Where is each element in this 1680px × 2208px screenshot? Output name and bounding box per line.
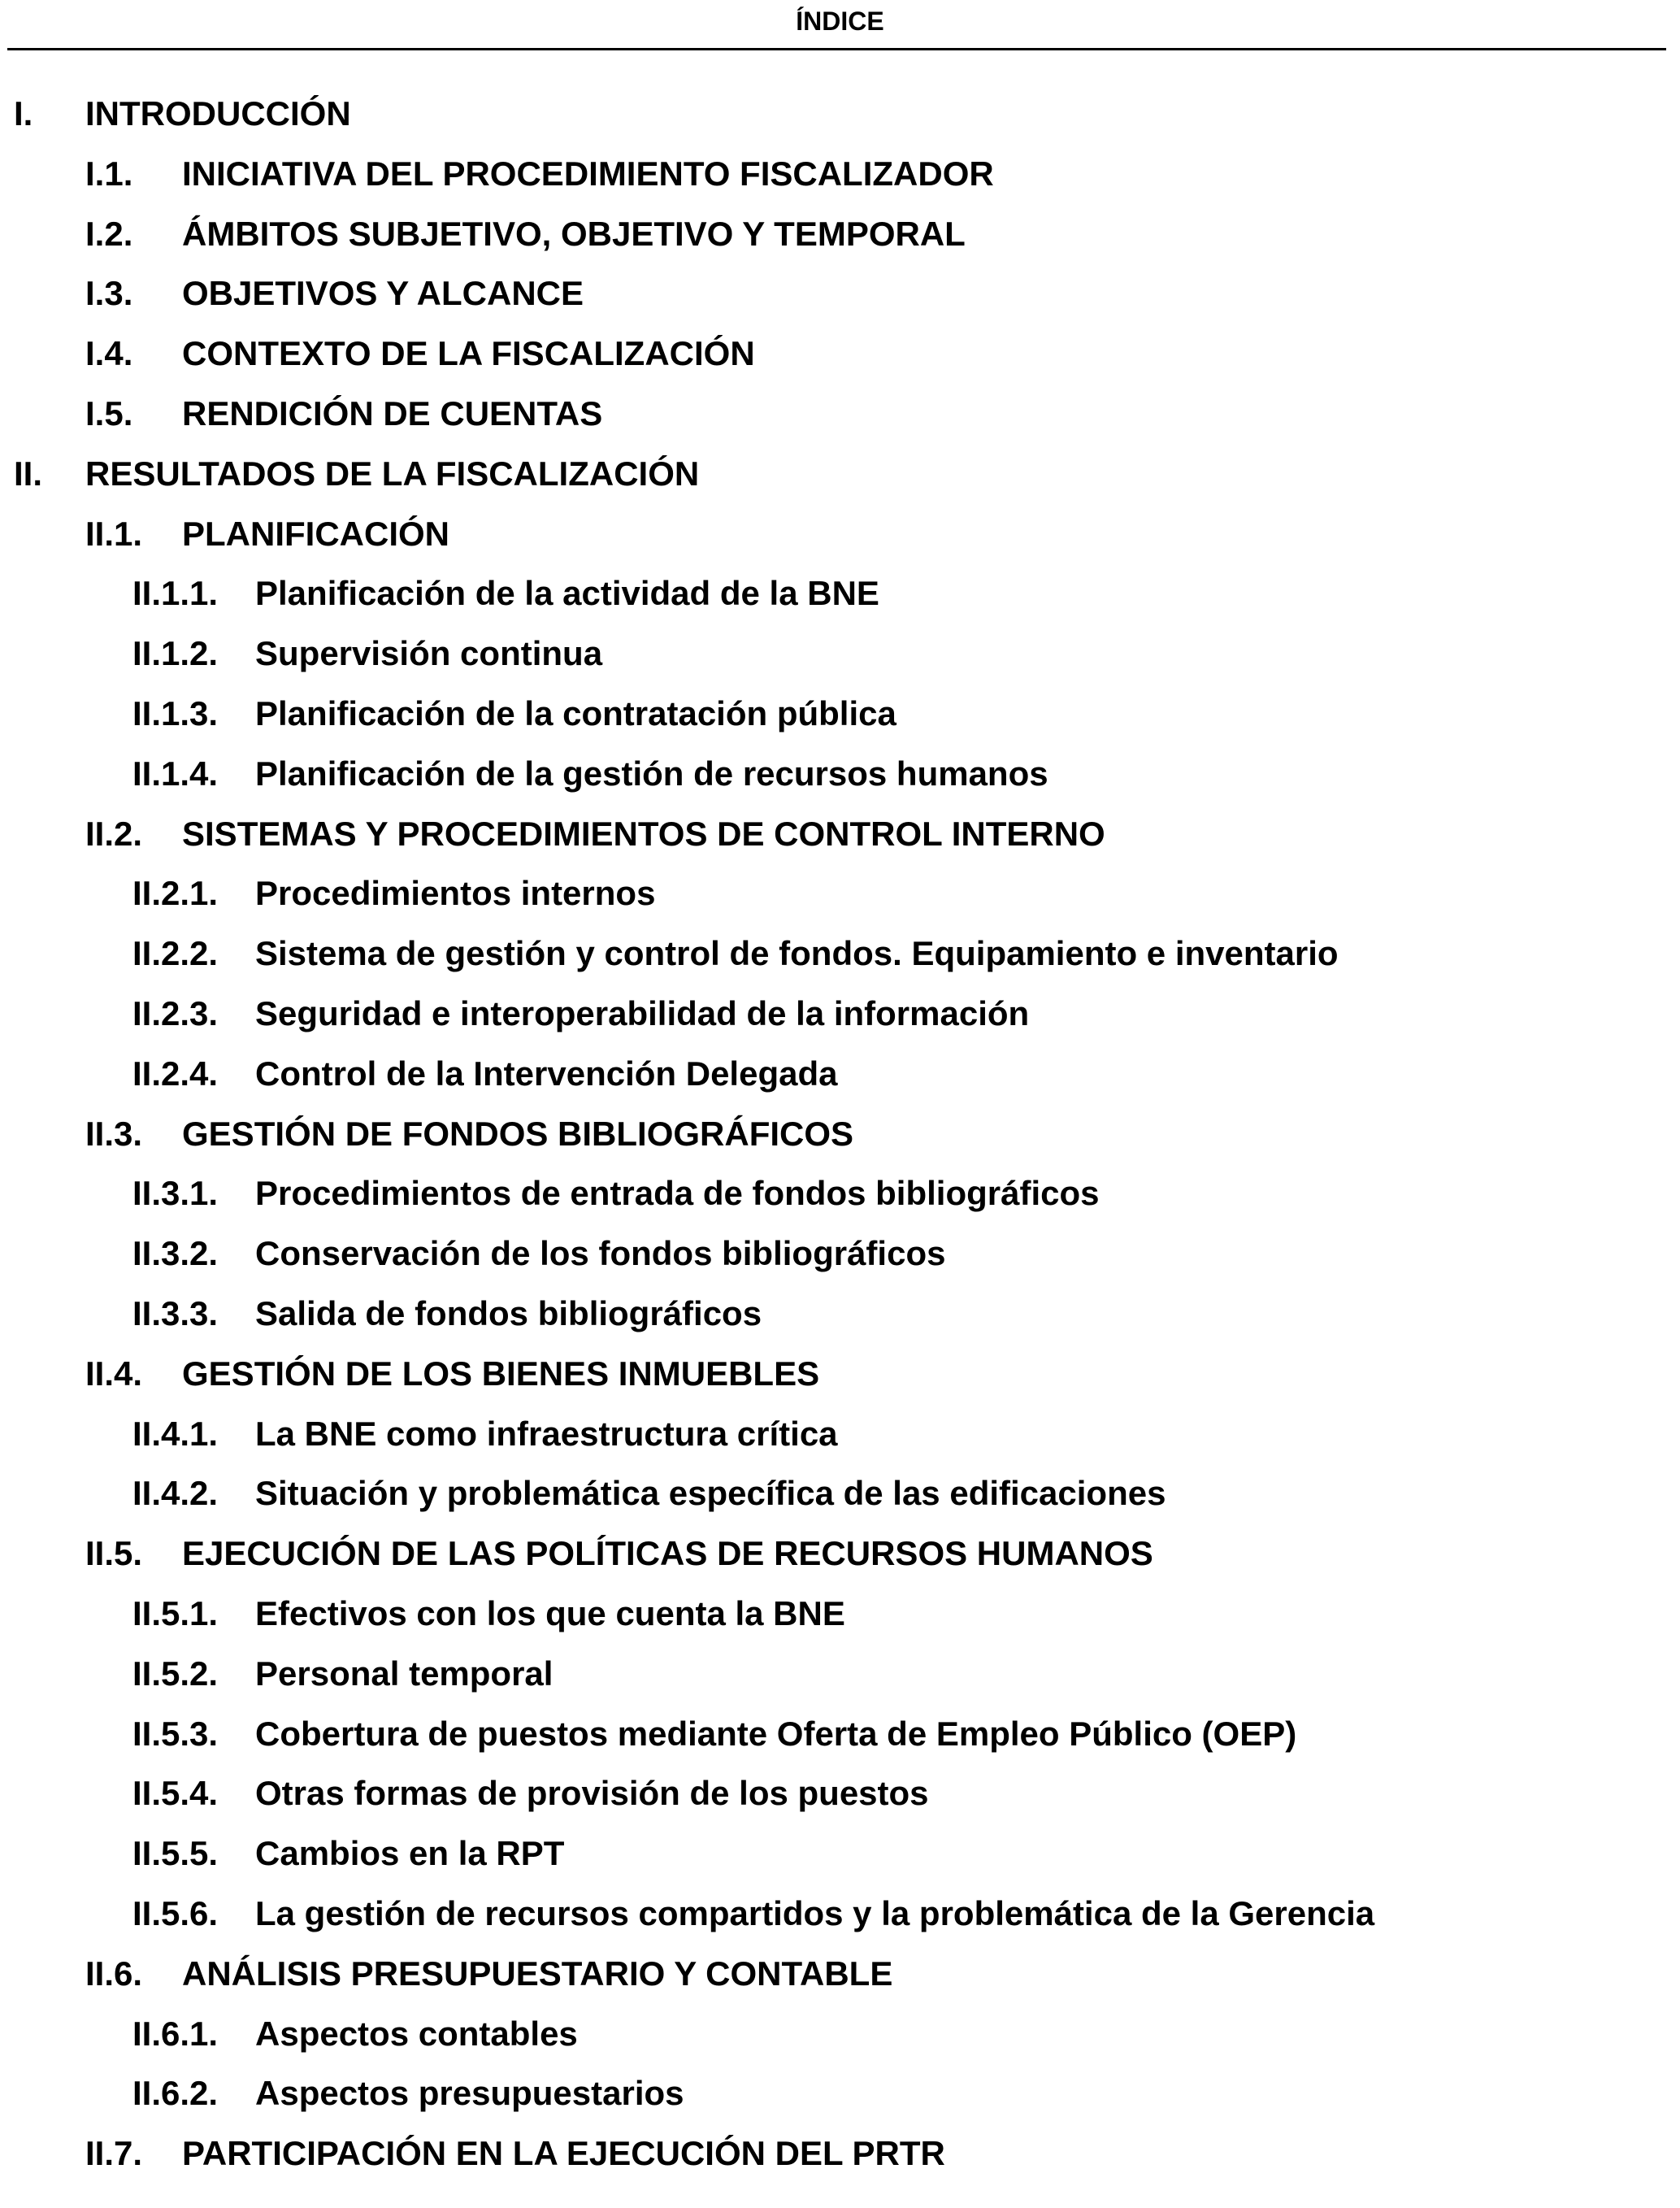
toc-entry-number: II.1.3.: [132, 693, 219, 732]
toc-entry-number: II.2.: [85, 814, 143, 853]
toc-entry-title: Supervisión continua: [255, 634, 603, 673]
toc-entry[interactable]: [0, 504, 1680, 564]
toc-entry-title: Procedimientos internos: [255, 874, 656, 913]
toc-entry-title: Otras formas de provisión de los puestos: [255, 1774, 929, 1813]
toc-entry-title: Cambios en la RPT: [255, 1834, 565, 1873]
toc-entry-number: II.2.4.: [132, 1054, 219, 1093]
toc-entry-title: RESULTADOS DE LA FISCALIZACIÓN: [85, 454, 700, 493]
toc-entry[interactable]: [0, 1884, 1680, 1944]
toc-entry[interactable]: [0, 444, 1680, 504]
toc-entry[interactable]: [0, 1104, 1680, 1164]
toc-entry-title: La BNE como infraestructura crítica: [255, 1414, 838, 1453]
toc-entry-title: INTRODUCCIÓN: [85, 94, 351, 133]
toc-entry-title: Planificación de la actividad de la BNE: [255, 574, 879, 613]
toc-entry-title: INICIATIVA DEL PROCEDIMIENTO FISCALIZADOR: [182, 154, 994, 193]
toc-entry-number: II.2.1.: [132, 874, 219, 913]
toc-entry-number: I.5.: [85, 393, 133, 432]
toc-entry[interactable]: [0, 2063, 1680, 2123]
toc-entry[interactable]: [0, 563, 1680, 624]
toc-entry-title: GESTIÓN DE LOS BIENES INMUEBLES: [182, 1354, 820, 1393]
toc-entry[interactable]: [0, 1584, 1680, 1644]
toc-entry-number: II.2.2.: [132, 934, 219, 973]
toc-entry-title: SISTEMAS Y PROCEDIMIENTOS DE CONTROL INTERNO: [182, 814, 1105, 853]
toc-entry-number: II.2.3.: [132, 993, 219, 1032]
toc-entry-number: II.5.2.: [132, 1654, 219, 1693]
toc-entry-title: Sistema de gestión y control de fondos. Equipamiento e inventario: [255, 934, 1339, 973]
toc-entry[interactable]: [0, 1284, 1680, 1344]
toc-entry-number: II.3.3.: [132, 1293, 219, 1332]
toc-entry-title: Planificación de la gestión de recursos humanos: [255, 754, 1048, 793]
toc-entry-title: Conservación de los fondos bibliográficos: [255, 1234, 946, 1273]
toc-entry[interactable]: [0, 1163, 1680, 1224]
page-title: ÍNDICE: [796, 7, 884, 36]
toc-entry[interactable]: [0, 1044, 1680, 1104]
toc-entry[interactable]: [0, 1224, 1680, 1284]
toc-entry-number: II.4.2.: [132, 1474, 219, 1513]
toc-entry[interactable]: [0, 624, 1680, 684]
toc-entry-number: I.1.: [85, 154, 133, 193]
toc-entry-title: PARTICIPACIÓN EN LA EJECUCIÓN DEL PRTR: [182, 2134, 945, 2173]
toc-entry-number: I.4.: [85, 334, 133, 373]
toc-entry[interactable]: [0, 1763, 1680, 1823]
toc-entry-number: II.1.2.: [132, 634, 219, 673]
toc-entry[interactable]: [0, 863, 1680, 924]
toc-entry-number: II.3.2.: [132, 1234, 219, 1273]
toc-entry-title: Aspectos presupuestarios: [255, 2074, 684, 2113]
toc-entry[interactable]: [0, 324, 1680, 384]
toc-entry-title: Personal temporal: [255, 1654, 553, 1693]
toc-entry-number: II.1.1.: [132, 574, 219, 613]
toc-entry[interactable]: [0, 1463, 1680, 1523]
toc-entry-title: Seguridad e interoperabilidad de la información: [255, 993, 1030, 1032]
toc-entry-number: II.5.: [85, 1534, 143, 1573]
toc-entry[interactable]: [0, 1944, 1680, 2004]
toc-entry-title: Situación y problemática específica de las edificaciones: [255, 1474, 1166, 1513]
toc-entry[interactable]: [0, 84, 1680, 144]
toc-entry[interactable]: [0, 804, 1680, 864]
toc-entry[interactable]: [0, 984, 1680, 1044]
toc-entry-title: EJECUCIÓN DE LAS POLÍTICAS DE RECURSOS HUMANOS: [182, 1534, 1153, 1573]
toc-entry-title: RENDICIÓN DE CUENTAS: [182, 393, 603, 432]
toc-entry[interactable]: [0, 1704, 1680, 1764]
toc-entry-title: Planificación de la contratación pública: [255, 693, 896, 732]
toc-entry-number: I.3.: [85, 274, 133, 313]
toc-entry-number: II.3.1.: [132, 1174, 219, 1213]
toc-entry-number: II.6.2.: [132, 2074, 219, 2113]
toc-entry-number: I.: [14, 94, 33, 133]
toc-entry-title: Cobertura de puestos mediante Oferta de Empleo Público (OEP): [255, 1714, 1297, 1753]
toc-entry-number: II.5.5.: [132, 1834, 219, 1873]
toc-entry-number: II.6.1.: [132, 2014, 219, 2053]
toc-entry[interactable]: [0, 2123, 1680, 2184]
toc-entry-title: Efectivos con los que cuenta la BNE: [255, 1593, 845, 1632]
table-of-contents: [0, 84, 1680, 2184]
toc-entry[interactable]: [0, 1344, 1680, 1404]
toc-entry-number: I.2.: [85, 214, 133, 253]
toc-entry[interactable]: [0, 1404, 1680, 1464]
toc-entry-number: II.5.1.: [132, 1593, 219, 1632]
toc-entry-number: II.1.: [85, 514, 143, 553]
toc-entry-title: Control de la Intervención Delegada: [255, 1054, 838, 1093]
toc-entry-number: II.1.4.: [132, 754, 219, 793]
toc-entry-number: II.5.6.: [132, 1893, 219, 1932]
toc-entry[interactable]: [0, 384, 1680, 444]
toc-entry-title: Procedimientos de entrada de fondos bibliográficos: [255, 1174, 1100, 1213]
toc-entry-number: II.4.: [85, 1354, 143, 1393]
toc-entry-title: PLANIFICACIÓN: [182, 514, 449, 553]
toc-entry-title: OBJETIVOS Y ALCANCE: [182, 274, 584, 313]
toc-entry-number: II.7.: [85, 2134, 143, 2173]
toc-entry-number: II.3.: [85, 1114, 143, 1153]
toc-entry-number: II.6.: [85, 1954, 143, 1993]
toc-entry-title: Salida de fondos bibliográficos: [255, 1293, 762, 1332]
toc-entry[interactable]: [0, 144, 1680, 204]
toc-entry-title: CONTEXTO DE LA FISCALIZACIÓN: [182, 334, 755, 373]
toc-entry-title: La gestión de recursos compartidos y la problemática de la Gerencia: [255, 1893, 1375, 1932]
toc-entry-title: ANÁLISIS PRESUPUESTARIO Y CONTABLE: [182, 1954, 893, 1993]
toc-entry[interactable]: [0, 204, 1680, 264]
toc-entry[interactable]: [0, 263, 1680, 324]
toc-entry-number: II.5.4.: [132, 1774, 219, 1813]
toc-entry[interactable]: [0, 744, 1680, 804]
toc-entry-title: Aspectos contables: [255, 2014, 578, 2053]
toc-entry[interactable]: [0, 1823, 1680, 1884]
title-divider: [7, 48, 1666, 50]
toc-entry[interactable]: [0, 2004, 1680, 2064]
toc-entry-number: II.: [14, 454, 43, 493]
toc-entry[interactable]: [0, 684, 1680, 744]
toc-entry[interactable]: [0, 924, 1680, 984]
toc-entry-title: GESTIÓN DE FONDOS BIBLIOGRÁFICOS: [182, 1114, 854, 1153]
toc-entry-title: ÁMBITOS SUBJETIVO, OBJETIVO Y TEMPORAL: [182, 214, 966, 253]
toc-entry-number: II.4.1.: [132, 1414, 219, 1453]
toc-entry[interactable]: [0, 1523, 1680, 1584]
toc-entry[interactable]: [0, 1644, 1680, 1704]
toc-entry-number: II.5.3.: [132, 1714, 219, 1753]
